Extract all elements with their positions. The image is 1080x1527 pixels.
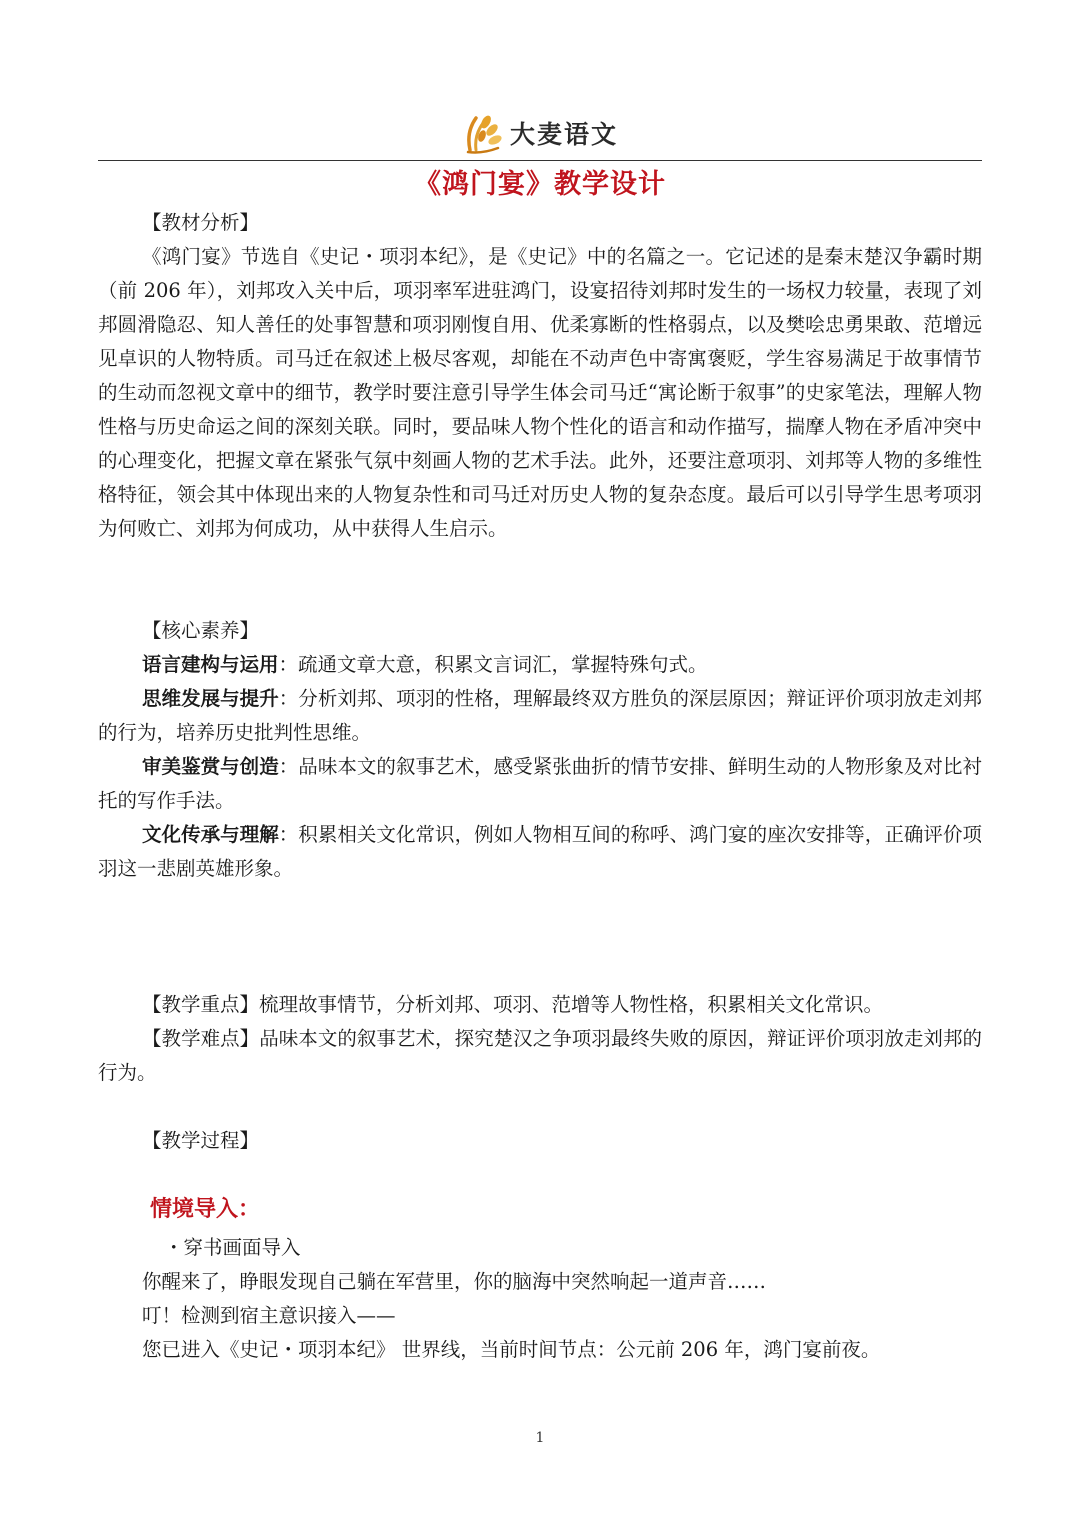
difficulty-label: 【教学难点】 xyxy=(142,1027,260,1050)
intro-line: 叮！检测到宿主意识接入—— xyxy=(142,1304,396,1327)
page-title: 《鸿门宴》教学设计 xyxy=(414,169,666,200)
process-heading: 【教学过程】 xyxy=(142,1129,260,1152)
intro-section xyxy=(98,1231,982,1367)
literacy-text: ：积累相关文化常识，例如人物相互间的称呼、鸿门宴的座次安排等，正确评价项羽这一悲剧英雄形象。 xyxy=(98,823,982,880)
analysis-body: 《鸿门宴》节选自《史记・项羽本纪》，是《史记》中的名篇之一。它记述的是秦末楚汉争霸时期（前 206 年），刘邦攻入关中后，项羽率军进驻鸿门，设宴招待刘邦时发生的一场权力较量，表现了刘邦圆滑隐忍、知人善任的处事智慧和项羽刚愎自用、优柔寡断的性格弱点，以及樊哙忠勇果敢、范增远见卓识的人物特质。司马迁在叙述上极尽客观，却能在不动声色中寄寓褒贬，学生容易满足于故事情节的生动而忽视文章中的细节，教学时要注意引导学生体会司马迁“寓论断于叙事”的史家笔法，理解人物性格与历史命运之间的深刻关联。同时，要品味人物个性化的语言和动作描写，揣摩人物在矛盾冲突中的心理变化，把握文章在紧张气氛中刻画人物的艺术手法。此外，还要注意项羽、刘邦等人物的多维性格特征，领会其中体现出来的人物复杂性和司马迁对历史人物的复杂态度。最后可以引导学生思考项羽为何败亡、刘邦为何成功，从中获得人生启示。 xyxy=(98,245,982,540)
intro-heading: 情境导入： xyxy=(150,1197,261,1222)
literacy-label: 思维发展与提升 xyxy=(142,687,279,710)
wheat-logo-icon xyxy=(462,110,504,156)
key-difficulty-section xyxy=(98,988,982,1090)
page-number: 1 xyxy=(535,1430,545,1446)
analysis-section xyxy=(98,206,982,546)
brand-name: 大麦语文 xyxy=(510,120,619,149)
intro-line: 你醒来了，睁眼发现自己躺在军营里，你的脑海中突然响起一道声音…… xyxy=(142,1270,767,1293)
literacy-item xyxy=(98,750,982,818)
analysis-heading: 【教材分析】 xyxy=(142,211,260,234)
intro-line: 您已进入《史记・项羽本纪》 世界线，当前时间节点：公元前 206 年，鸿门宴前夜。 xyxy=(142,1338,881,1361)
literacy-label: 语言建构与运用 xyxy=(142,653,279,676)
header-logo xyxy=(462,108,618,158)
literacy-text: ：疏通文章大意，积累文言词汇，掌握特殊句式。 xyxy=(278,653,708,676)
difficulty-text: 品味本文的叙事艺术，探究楚汉之争项羽最终失败的原因，辩证评价项羽放走刘邦的行为。 xyxy=(98,1027,982,1084)
literacy-label: 审美鉴赏与创造 xyxy=(142,755,279,778)
literacy-label: 文化传承与理解 xyxy=(142,823,279,846)
keypoint-text: 梳理故事情节，分析刘邦、项羽、范增等人物性格，积累相关文化常识。 xyxy=(259,993,884,1016)
difficulty-line xyxy=(98,1022,982,1090)
keypoint-label: 【教学重点】 xyxy=(142,993,260,1016)
keypoint-line xyxy=(98,988,982,1022)
process-section xyxy=(98,1124,982,1158)
literacy-text: ：品味本文的叙事艺术，感受紧张曲折的情节安排、鲜明生动的人物形象及对比衬托的写作手法。 xyxy=(98,755,982,812)
intro-bullet: ・穿书画面导入 xyxy=(164,1236,301,1259)
literacy-item xyxy=(98,818,982,886)
header-divider xyxy=(98,160,982,161)
literacy-heading: 【核心素养】 xyxy=(142,619,260,642)
literacy-item xyxy=(98,648,982,682)
literacy-text: ：分析刘邦、项羽的性格，理解最终双方胜负的深层原因；辩证评价项羽放走刘邦的行为，培养历史批判性思维。 xyxy=(98,687,982,744)
literacy-item xyxy=(98,682,982,750)
literacy-section xyxy=(98,614,982,886)
